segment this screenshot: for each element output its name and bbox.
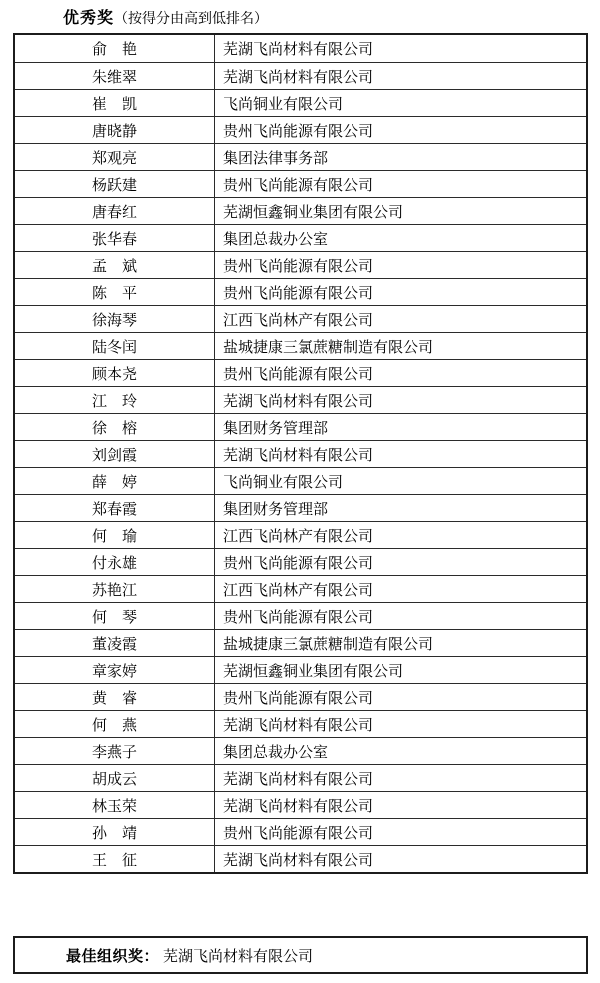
table-row <box>15 413 586 440</box>
winner-organization-cell: 贵州飞尚能源有限公司 <box>223 177 374 194</box>
table-row <box>15 791 586 818</box>
winner-organization-cell: 芜湖飞尚材料有限公司 <box>223 771 374 788</box>
section-title <box>63 9 268 30</box>
winner-organization-cell: 盐城捷康三氯蔗糖制造有限公司 <box>223 636 434 653</box>
winner-organization-cell: 贵州飞尚能源有限公司 <box>223 366 374 383</box>
winner-organization-cell: 集团总裁办公室 <box>223 744 329 761</box>
winner-organization-cell: 贵州飞尚能源有限公司 <box>223 690 374 707</box>
winner-organization-cell: 贵州飞尚能源有限公司 <box>223 285 374 302</box>
winner-name-cell: 顾本尧 <box>15 360 215 386</box>
winner-name-cell: 郑春霞 <box>15 495 215 521</box>
table-row <box>15 305 586 332</box>
winner-organization-cell: 芜湖飞尚材料有限公司 <box>223 717 374 734</box>
winner-organization-cell: 江西飞尚林产有限公司 <box>223 582 374 599</box>
winner-name-cell: 胡成云 <box>15 765 215 791</box>
best-organization-value: 芜湖飞尚材料有限公司 <box>163 948 314 965</box>
winner-organization-cell: 飞尚铜业有限公司 <box>223 474 344 491</box>
winner-organization-cell: 盐城捷康三氯蔗糖制造有限公司 <box>223 339 434 356</box>
table-row <box>15 170 586 197</box>
best-organization-box <box>13 936 588 974</box>
winner-name-cell: 郑观亮 <box>15 144 215 170</box>
winner-organization-cell: 江西飞尚林产有限公司 <box>223 312 374 329</box>
table-row <box>15 764 586 791</box>
table-row <box>15 197 586 224</box>
winner-name-cell: 孟 斌 <box>15 252 215 278</box>
winner-name-cell: 江 玲 <box>15 387 215 413</box>
table-row <box>15 710 586 737</box>
winner-name-cell: 陆冬闰 <box>15 333 215 359</box>
table-row <box>15 332 586 359</box>
table-row <box>15 62 586 89</box>
table-row <box>15 440 586 467</box>
table-row <box>15 683 586 710</box>
table-row <box>15 224 586 251</box>
table-row <box>15 386 586 413</box>
table-row <box>15 278 586 305</box>
table-row <box>15 116 586 143</box>
winner-organization-cell: 集团总裁办公室 <box>223 231 329 248</box>
table-row <box>15 629 586 656</box>
winner-organization-cell: 芜湖飞尚材料有限公司 <box>223 393 374 410</box>
award-title: 优秀奖 <box>63 10 115 27</box>
winner-organization-cell: 芜湖恒鑫铜业集团有限公司 <box>223 663 404 680</box>
winner-organization-cell: 集团法律事务部 <box>223 150 329 167</box>
winner-organization-cell: 贵州飞尚能源有限公司 <box>223 609 374 626</box>
winner-organization-cell: 贵州飞尚能源有限公司 <box>223 258 374 275</box>
table-row <box>15 656 586 683</box>
table-row <box>15 494 586 521</box>
winner-organization-cell: 集团财务管理部 <box>223 420 329 437</box>
winner-name-cell: 孙 靖 <box>15 819 215 845</box>
winner-name-cell: 徐 榕 <box>15 414 215 440</box>
table-row <box>15 35 586 62</box>
winner-organization-cell: 芜湖飞尚材料有限公司 <box>223 852 374 869</box>
winner-organization-cell: 贵州飞尚能源有限公司 <box>223 555 374 572</box>
winner-name-cell: 张华春 <box>15 225 215 251</box>
awards-table <box>13 33 588 874</box>
winner-organization-cell: 江西飞尚林产有限公司 <box>223 528 374 545</box>
winner-organization-cell: 贵州飞尚能源有限公司 <box>223 825 374 842</box>
table-row <box>15 89 586 116</box>
winner-name-cell: 黄 睿 <box>15 684 215 710</box>
best-organization-label: 最佳组织奖： <box>66 948 160 965</box>
table-row <box>15 359 586 386</box>
winner-name-cell: 王 征 <box>15 846 215 872</box>
winner-name-cell: 杨跃建 <box>15 171 215 197</box>
winner-name-cell: 李燕子 <box>15 738 215 764</box>
winner-name-cell: 唐晓静 <box>15 117 215 143</box>
winner-name-cell: 陈 平 <box>15 279 215 305</box>
winner-name-cell: 付永雄 <box>15 549 215 575</box>
winner-name-cell: 刘剑霞 <box>15 441 215 467</box>
winner-organization-cell: 芜湖飞尚材料有限公司 <box>223 447 374 464</box>
winner-organization-cell: 芜湖恒鑫铜业集团有限公司 <box>223 204 404 221</box>
winner-name-cell: 徐海琴 <box>15 306 215 332</box>
table-row <box>15 467 586 494</box>
winner-name-cell: 俞 艳 <box>15 35 215 62</box>
winner-name-cell: 苏艳江 <box>15 576 215 602</box>
winner-organization-cell: 飞尚铜业有限公司 <box>223 96 344 113</box>
winner-name-cell: 崔 凯 <box>15 90 215 116</box>
winner-organization-cell: 贵州飞尚能源有限公司 <box>223 123 374 140</box>
winner-name-cell: 唐春红 <box>15 198 215 224</box>
table-row <box>15 143 586 170</box>
winner-organization-cell: 芜湖飞尚材料有限公司 <box>223 42 374 58</box>
winner-name-cell: 何 琴 <box>15 603 215 629</box>
winner-organization-cell: 集团财务管理部 <box>223 501 329 518</box>
winner-name-cell: 林玉荣 <box>15 792 215 818</box>
table-row <box>15 575 586 602</box>
table-row <box>15 845 586 872</box>
winner-name-cell: 章家婷 <box>15 657 215 683</box>
table-row <box>15 818 586 845</box>
table-row <box>15 737 586 764</box>
winner-name-cell: 何 燕 <box>15 711 215 737</box>
winner-organization-cell: 芜湖飞尚材料有限公司 <box>223 69 374 86</box>
winner-name-cell: 董凌霞 <box>15 630 215 656</box>
table-row <box>15 251 586 278</box>
winner-name-cell: 何 瑜 <box>15 522 215 548</box>
table-row <box>15 521 586 548</box>
winner-organization-cell: 芜湖飞尚材料有限公司 <box>223 798 374 815</box>
award-title-note: （按得分由高到低排名） <box>114 12 269 27</box>
winner-name-cell: 薛 婷 <box>15 468 215 494</box>
table-row <box>15 548 586 575</box>
table-row <box>15 602 586 629</box>
winner-name-cell: 朱维翠 <box>15 63 215 89</box>
